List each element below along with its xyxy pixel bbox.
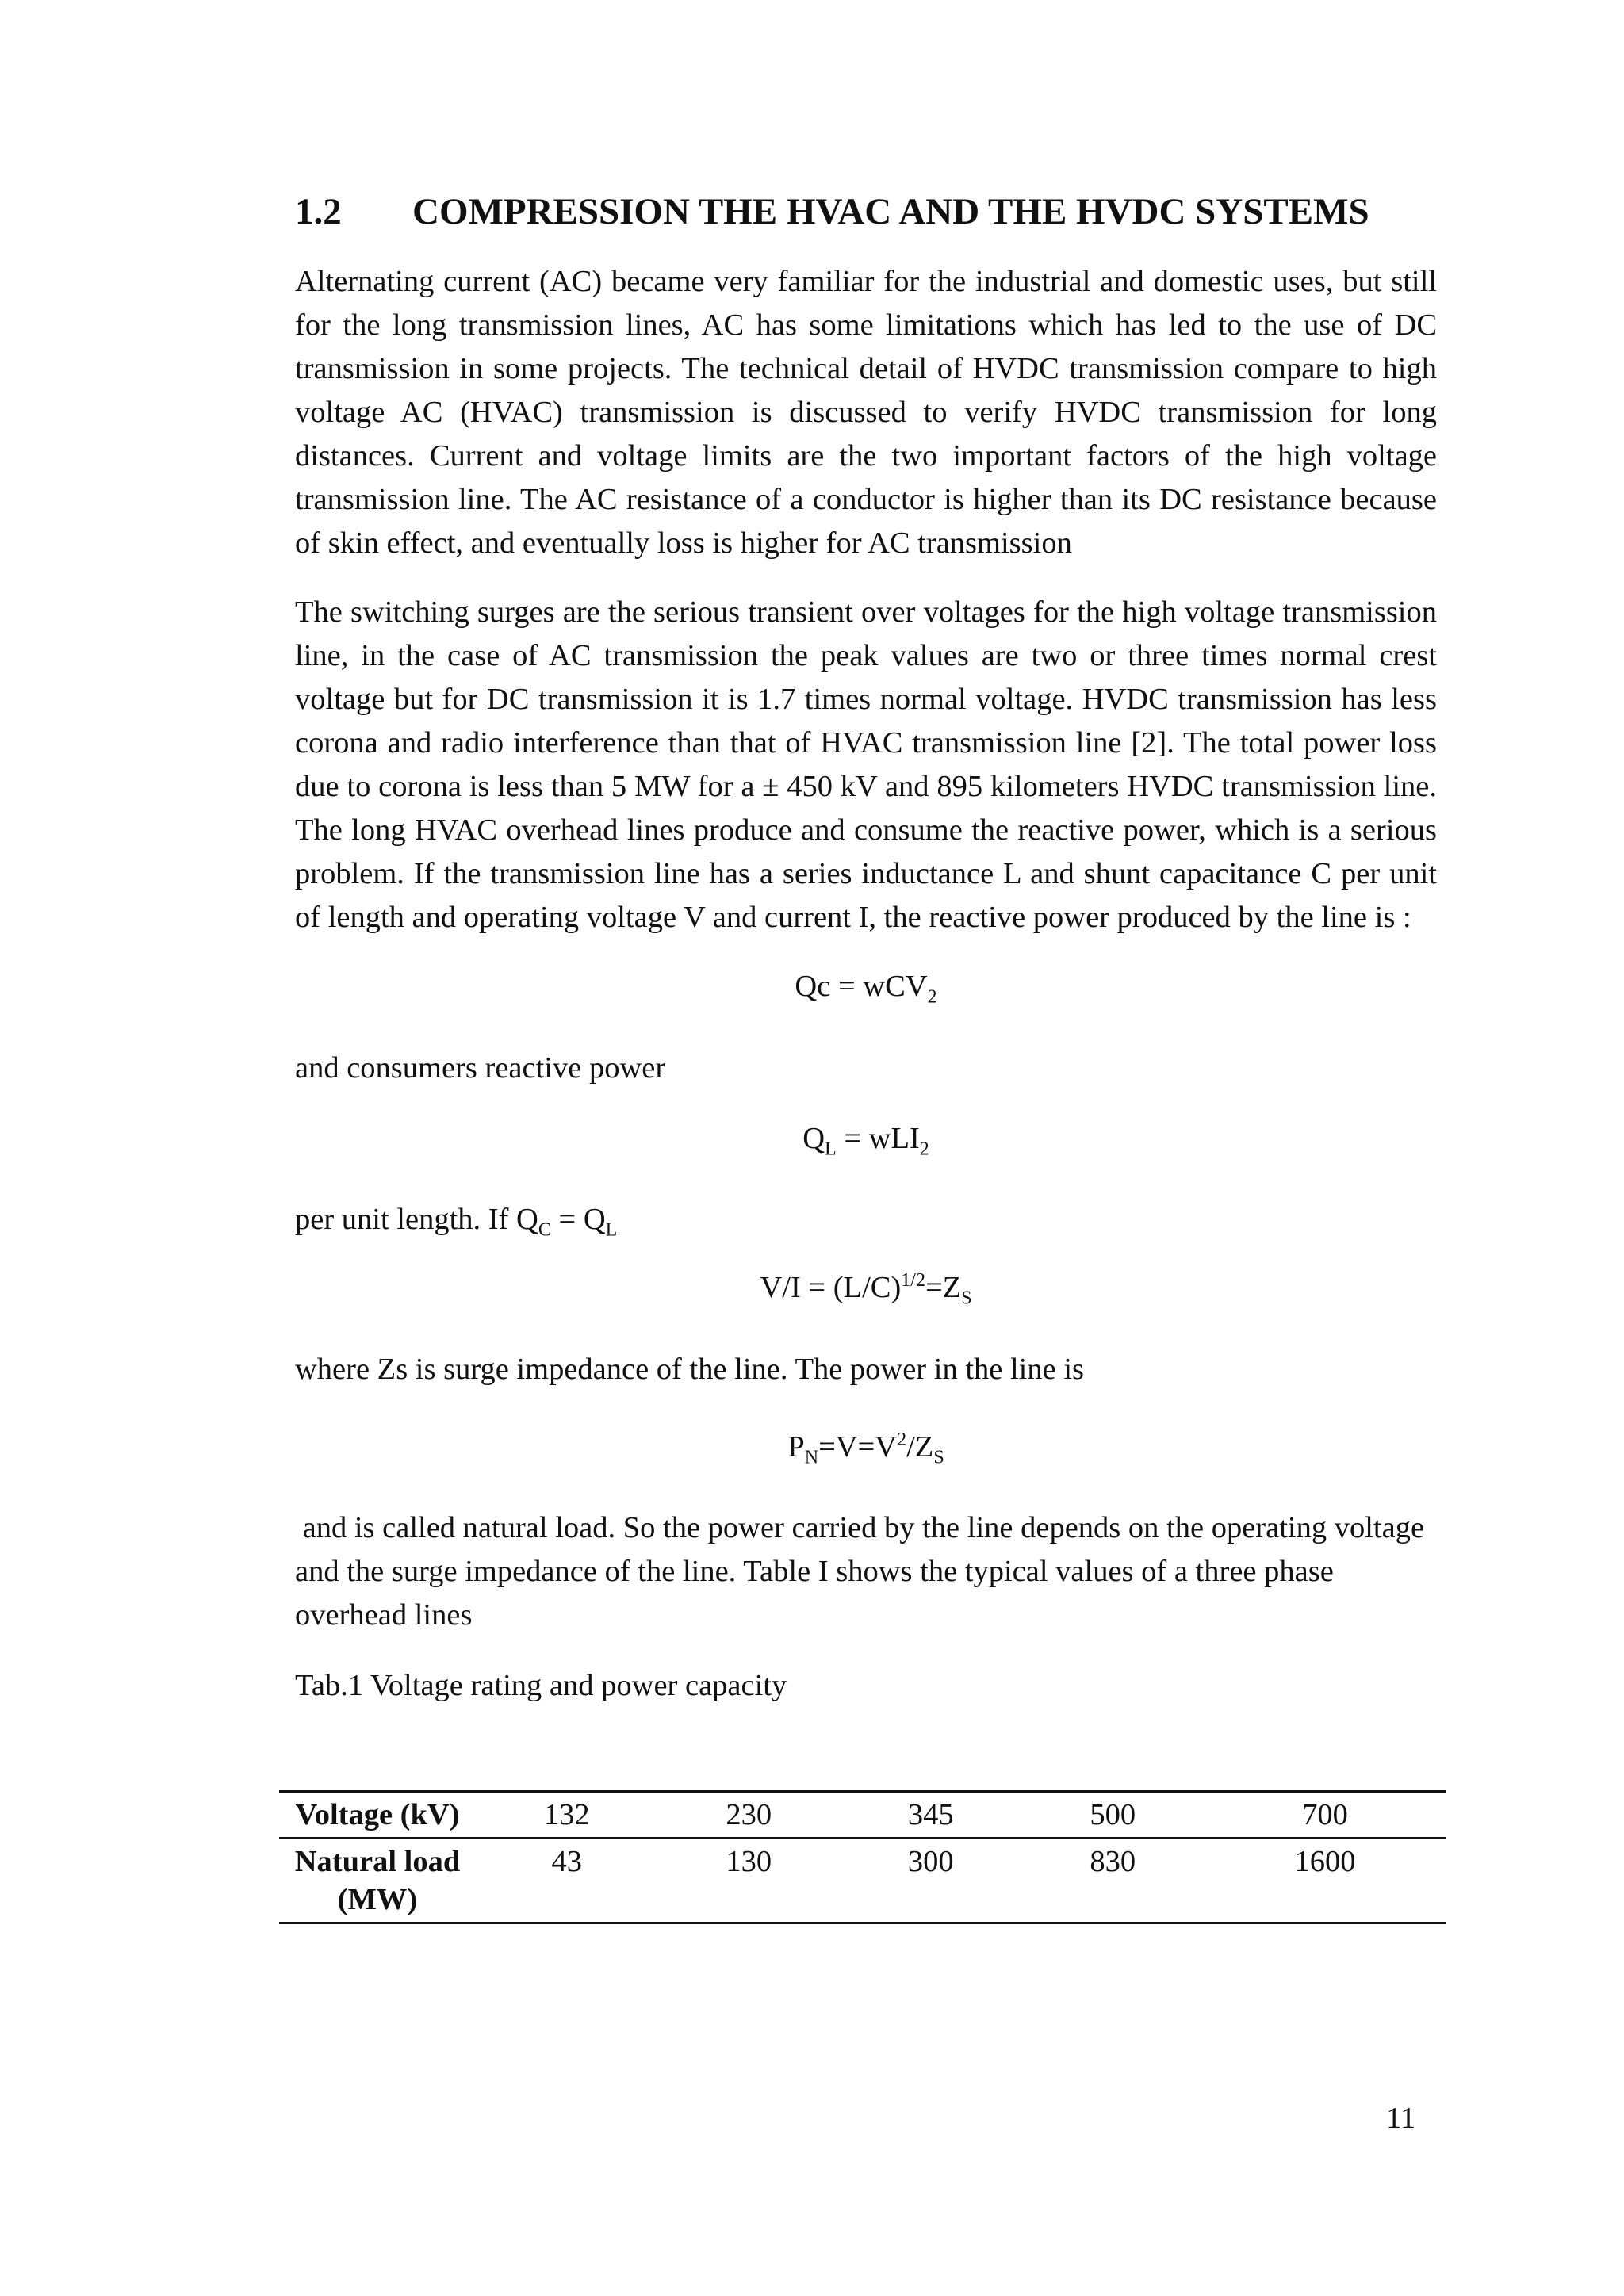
equation-ql-q: Q	[802, 1121, 825, 1155]
equation-vi-left: V/I = (L/C)	[760, 1270, 902, 1304]
table-cell: 43	[551, 1845, 582, 1878]
text-consumers: and consumers reactive power	[295, 1050, 666, 1085]
table-caption: Tab.1 Voltage rating and power capacity	[295, 1669, 787, 1703]
paragraph-switching-surges: The switching surges are the serious transient over voltages for the high voltage transmission line, in the case of AC transmission the peak values are two or three times normal crest voltage but for DC transmission it is 1.7 times normal voltage. HVDC transmission has less corona and radio interference than that of HVAC transmission line [2]. The total power loss due to corona is less than 5 MW for a ± 450 kV and 895 kilometers HVDC transmission line. The long HVAC overhead lines produce and consume the reactive power, which is a serious problem. If the transmission line has a series inductance L and shunt capacitance C per unit of length and operating voltage V and current I, the reactive power produced by the line is :	[295, 595, 1437, 934]
equation-pn-p: P	[787, 1429, 805, 1464]
equation-vi-sub: S	[961, 1288, 972, 1309]
section-heading	[295, 190, 1437, 233]
voltage-rating-table	[279, 1790, 1446, 1924]
equation-surge-impedance	[295, 1259, 1437, 1321]
row-header-voltage: Voltage (kV)	[295, 1798, 460, 1831]
table-cell: 130	[726, 1845, 772, 1878]
row-header-natural-load: Natural load (MW)	[294, 1845, 461, 1916]
page-number: 11	[1386, 2102, 1416, 2135]
paragraph-ac-limitations: Alternating current (AC) became very familiar for the industrial and domestic uses, but still for the long transmission lines, AC has some limitations which has led to the use of DC transmission in some projects. The technical detail of HVDC transmission compare to high voltage AC (HVAC) transmission is discussed to verify HVDC transmission for long distances. Current and voltage limits are the two important factors of the high voltage transmission line. The AC resistance of a conductor is higher than its DC resistance because of skin effect, and eventually loss is higher for AC transmission	[295, 265, 1437, 560]
equation-vi-mid: =Z	[925, 1270, 962, 1304]
section-number: 1.2	[295, 191, 342, 232]
equation-natural-load	[295, 1418, 1437, 1480]
table-cell: 1600	[1294, 1845, 1356, 1878]
text-per-unit-sub1: C	[538, 1220, 551, 1242]
text-natural-load: and is called natural load. So the power carried by the line depends on the operating voltage and the surge impedance of the line. Table I shows the typical values of a three phase overhead lines	[295, 1511, 1432, 1632]
equation-qc	[295, 965, 1437, 1020]
text-per-unit-mid: = Q	[550, 1203, 606, 1237]
table-cell: 300	[907, 1845, 954, 1878]
equation-qc-main: Qc = wCV	[795, 970, 928, 1003]
table-cell: 500	[1090, 1798, 1136, 1831]
equation-vi-sup: 1/2	[901, 1270, 925, 1292]
text-per-unit-prefix: per unit length. If Q	[295, 1203, 538, 1237]
equation-ql-tail-sub: 2	[919, 1138, 929, 1160]
text-where: where Zs is surge impedance of the line. The power in the line is	[295, 1352, 1085, 1386]
equation-qc-sub: 2	[927, 986, 937, 1008]
table-row	[279, 1839, 1446, 1923]
table-cell: 230	[726, 1798, 772, 1831]
page-content	[295, 190, 1437, 1708]
text-per-unit-sub2: L	[605, 1220, 618, 1242]
equation-pn-mid: =V=V	[818, 1429, 898, 1464]
equation-pn-sup: 2	[897, 1429, 907, 1450]
table-cell: 830	[1090, 1845, 1136, 1878]
text-per-unit	[295, 1198, 1437, 1253]
table-cell: 132	[543, 1798, 590, 1831]
equation-ql-mid: = wLI	[836, 1121, 920, 1155]
equation-pn-sub: N	[804, 1447, 819, 1468]
equation-ql	[295, 1117, 1437, 1172]
equation-pn-tail-sub: S	[933, 1447, 944, 1468]
equation-pn-tail: /Z	[906, 1429, 934, 1464]
table-cell: 345	[907, 1798, 954, 1831]
section-title: COMPRESSION THE HVAC AND THE HVDC SYSTEMS	[412, 191, 1369, 232]
table-cell: 700	[1302, 1798, 1348, 1831]
equation-ql-sub: L	[825, 1138, 837, 1160]
table-row	[279, 1792, 1446, 1839]
